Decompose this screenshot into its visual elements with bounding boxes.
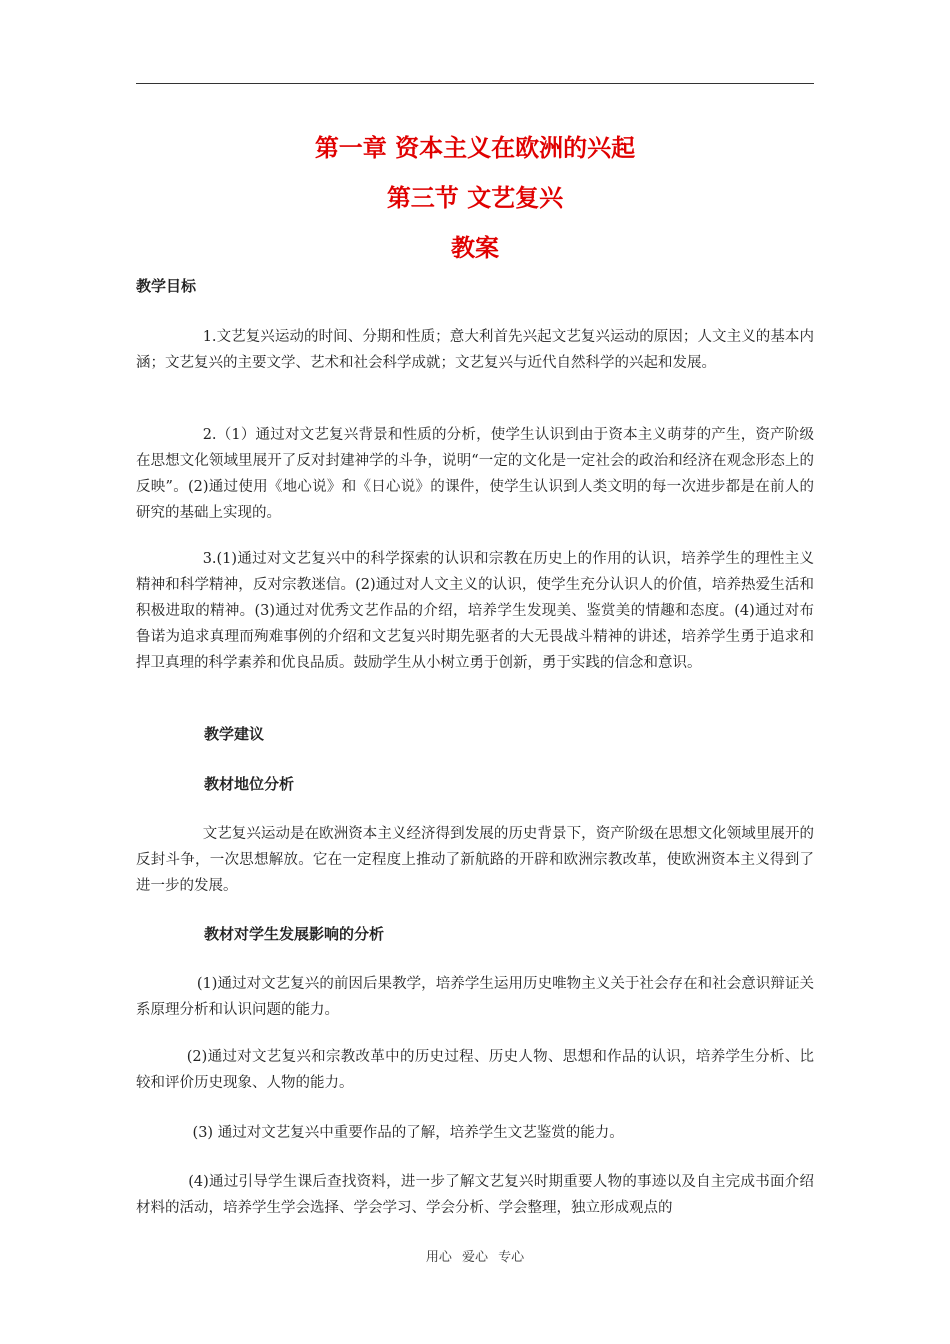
paragraph-impact-1: (1)通过对文艺复兴的前因后果教学，培养学生运用历史唯物主义关于社会存在和社会意识辩证关系原理分析和认识问题的能力。 <box>136 976 814 1018</box>
page-footer: 用心 爱心 专心 <box>425 1250 525 1265</box>
doc-type-title: 教案 <box>451 234 499 262</box>
section-title: 第三节 文艺复兴 <box>386 184 564 212</box>
paragraph-goal-3: 3.(1)通过对文艺复兴中的科学探索的认识和宗教在历史上的作用的认识，培养学生的理性主义精神和科学精神，反对宗教迷信。(2)通过对人文主义的认识，使学生充分认识人的价值，培养热爱生活和积极进取的精神。(3)通过对优秀文艺作品的介绍，培养学生发现美、鉴赏美的情趣和态度。(4)通过对布鲁诺为追求真理而殉难事例的介绍和文艺复兴时期先驱者的大无畏战斗精神的讲述，培养学生勇于追求和捍卫真理的科学素养和优良品质。鼓励学生从小树立勇于创新，勇于实践的信念和意识。 <box>136 551 814 671</box>
heading-material-position: 教材地位分析 <box>204 775 295 793</box>
chapter-title: 第一章 资本主义在欧洲的兴起 <box>314 134 636 162</box>
paragraph-goal-1: 1.文艺复兴运动的时间、分期和性质；意大利首先兴起文艺复兴运动的原因；人文主义的基本内涵；文艺复兴的主要文学、艺术和社会科学成就；文艺复兴与近代自然科学的兴起和发展。 <box>136 329 814 371</box>
paragraph-material-position: 文艺复兴运动是在欧洲资本主义经济得到发展的历史背景下，资产阶级在思想文化领域里展开的反封斗争，一次思想解放。它在一定程度上推动了新航路的开辟和欧洲宗教改革，使欧洲资本主义得到了进一步的发展。 <box>136 826 814 894</box>
paragraph-impact-4: (4)通过引导学生课后查找资料，进一步了解文艺复兴时期重要人物的事迹以及自主完成书面介绍材料的活动，培养学生学会选择、学会学习、学会分析、学会整理，独立形成观点的 <box>136 1174 814 1216</box>
paragraph-impact-3: (3) 通过对文艺复兴中重要作品的了解，培养学生文艺鉴赏的能力。 <box>192 1125 624 1141</box>
heading-material-impact: 教材对学生发展影响的分析 <box>204 925 385 943</box>
header-rule <box>136 83 814 84</box>
heading-teaching-goals: 教学目标 <box>136 277 197 295</box>
paragraph-goal-2: 2.（1）通过对文艺复兴背景和性质的分析，使学生认识到由于资本主义萌芽的产生，资产阶级在思想文化领域里展开了反对封建神学的斗争，说明“一定的文化是一定社会的政治和经济在观念形态上的反映”。(2)通过使用《地心说》和《日心说》的课件，使学生认识到人类文明的每一次进步都是在前人的研究的基础上实现的。 <box>136 427 814 521</box>
heading-teaching-suggestions: 教学建议 <box>204 725 265 743</box>
paragraph-impact-2: (2)通过对文艺复兴和宗教改革中的历史过程、历史人物、思想和作品的认识，培养学生分析、比较和评价历史现象、人物的能力。 <box>136 1049 814 1091</box>
